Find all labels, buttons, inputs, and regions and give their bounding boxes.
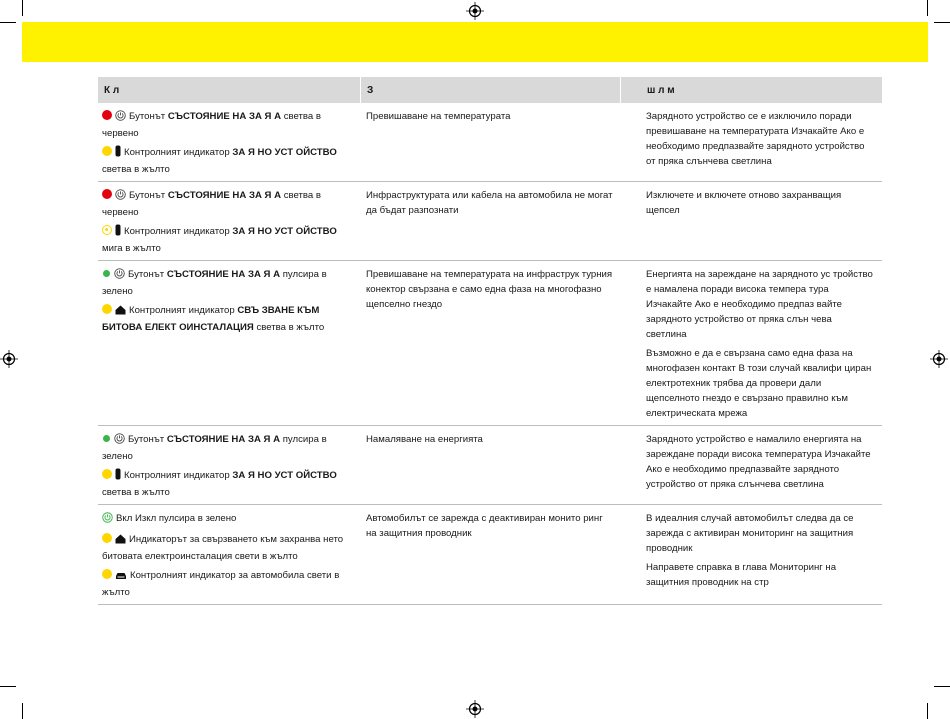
remedy-paragraph: Зарядното устройство се е изключило поради превишаване на температурата Изчакайте Ако е необходимо предпазвайте зарядното устройство от пряка слънчева светлина [646, 111, 865, 167]
indicator-label: СЪСТОЯНИЕ НА ЗА Я А [167, 111, 282, 122]
column-header-remedy: ш л м [620, 77, 882, 103]
crop-mark [934, 686, 950, 687]
remedy-cell [620, 505, 882, 604]
status-light-green [103, 435, 110, 442]
indicator-text: Контролният индикатор за автомобила свети в жълто [102, 570, 340, 598]
indicator-line [102, 568, 354, 600]
indicator-label: СЪСТОЯНИЕ НА ЗА Я А [167, 190, 282, 201]
crop-mark [927, 703, 928, 719]
remedy-paragraph: В идеалния случай автомобилът следва да се зарежда с активиран мониторинг на защитния проводник [646, 513, 854, 554]
remedy-paragraph: Зарядното устройство е намалило енергията на зареждане поради висока температура Изчакайте Ако е необходимо предпазвайте зарядното устройство от пряка слънчева светлина [646, 434, 871, 490]
table-row [98, 261, 882, 426]
indicator-label: ЗА Я НО УСТ ОЙСТВО [232, 147, 337, 158]
indicator-line [102, 188, 354, 220]
indicator-text: Контролният индикатор [124, 226, 233, 237]
indicator-label: ЗА Я НО УСТ ОЙСТВО [232, 470, 337, 481]
table-row [98, 182, 882, 261]
indicator-line [102, 145, 354, 177]
indicator-cell [98, 182, 360, 260]
indicator-line [102, 109, 354, 141]
cause-cell: Превишаване на температурата на инфраструк турния конектор свързана е само една фаза на многофазно щепселно гнездо [366, 269, 613, 310]
remedy-paragraph: Направете справка в глава Мониторинг на защитния проводник на стр [646, 562, 837, 588]
indicator-text: Вкл Изкл пулсира в зелено [116, 513, 237, 524]
power-icon [114, 268, 125, 284]
table-row [98, 426, 882, 505]
crop-mark [22, 703, 23, 719]
remedy-cell [620, 261, 882, 425]
cause-cell: Превишаване на температурата [366, 111, 511, 122]
indicator-state: светва в жълто [253, 322, 325, 333]
indicator-text: Индикаторът за свързването към захранва нето битовата електроинсталация свети в жълто [102, 534, 344, 562]
status-light-yellow [102, 146, 112, 156]
crop-mark [0, 686, 16, 687]
indicator-label: СЪСТОЯНИЕ НА ЗА Я А [166, 434, 281, 445]
table-body [98, 103, 882, 605]
table-row [98, 505, 882, 605]
indicator-state: мига в жълто [102, 243, 161, 254]
remedy-paragraph: Възможно е да е свързана само една фаза на многофазен контакт В този случай квалифи циран електротехник трябва да провери дали щепселното гнездо е свързано правилно към електрическата мрежа [646, 348, 872, 419]
indicator-label: СЪСТОЯНИЕ НА ЗА Я А [166, 269, 281, 280]
indicator-text: Контролният индикатор [124, 147, 233, 158]
indicator-text: Бутонът [129, 111, 168, 122]
indicator-state: светва в червено [102, 190, 322, 218]
house-icon [115, 534, 126, 549]
table-header [98, 77, 882, 103]
indicator-cell [98, 103, 360, 181]
status-light-yellow-ring [102, 225, 112, 235]
indicator-state: пулсира в зелено [102, 434, 327, 462]
indicator-text: Бутонът [129, 190, 168, 201]
status-light-yellow [102, 569, 112, 579]
power-icon [115, 189, 126, 205]
car-icon [115, 570, 127, 585]
remedy-paragraph: Изключете и включете отново захранващия щепсел [646, 190, 842, 216]
plug-icon [115, 145, 121, 162]
indicator-line [102, 303, 354, 335]
registration-mark-icon [466, 700, 484, 718]
indicator-line [102, 468, 354, 500]
crop-mark [927, 0, 928, 16]
status-light-green [103, 270, 110, 277]
indicator-state: светва в жълто [102, 164, 170, 175]
indicator-state: пулсира в зелено [102, 269, 327, 297]
indicator-state: светва в червено [102, 111, 322, 139]
indicator-label: СВЪ ЗВАНЕ КЪМ БИТОВА ЕЛЕКТ ОИНСТАЛАЦИЯ [102, 305, 320, 333]
crop-mark [22, 0, 23, 16]
registration-mark-icon [930, 350, 948, 368]
cause-cell: Намаляване на енергията [366, 434, 483, 445]
registration-mark-icon [0, 350, 18, 368]
indicator-line [102, 224, 354, 256]
indicator-cell [98, 426, 360, 504]
indicator-line [102, 432, 354, 464]
power-icon [114, 433, 125, 449]
status-light-red [102, 110, 112, 120]
indicator-text: Контролният индикатор [124, 470, 233, 481]
indicator-text: Бутонът [128, 434, 167, 445]
status-light-yellow [102, 304, 112, 314]
registration-mark-icon [466, 2, 484, 20]
indicator-state: светва в жълто [102, 487, 170, 498]
header-band [22, 22, 928, 62]
house-icon [115, 305, 126, 320]
plug-icon [115, 468, 121, 485]
power-green-icon [102, 512, 113, 528]
plug-icon [115, 224, 121, 241]
indicator-line [102, 511, 354, 528]
indicator-label: ЗА Я НО УСТ ОЙСТВО [232, 226, 337, 237]
cause-cell: Инфраструктурата или кабела на автомобила не могат да бъдат разпознати [366, 190, 613, 216]
crop-mark [934, 22, 950, 23]
status-light-yellow [102, 533, 112, 543]
remedy-cell [620, 182, 882, 260]
cause-cell: Автомобилът се зарежда с деактивиран монито ринг на защитния проводник [366, 513, 603, 539]
status-light-red [102, 189, 112, 199]
column-header-indicator: К л [104, 84, 120, 96]
table-row [98, 103, 882, 182]
indicator-line [102, 532, 354, 564]
status-light-yellow [102, 469, 112, 479]
indicator-line [102, 267, 354, 299]
power-icon [115, 110, 126, 126]
troubleshooting-table [98, 77, 882, 605]
column-header-cause: З [360, 77, 620, 103]
crop-mark [0, 22, 16, 23]
indicator-text: Контролният индикатор [129, 305, 238, 316]
indicator-text: Бутонът [128, 269, 167, 280]
remedy-cell [620, 426, 882, 504]
indicator-cell [98, 261, 360, 425]
indicator-cell [98, 505, 360, 604]
remedy-cell [620, 103, 882, 181]
remedy-paragraph: Енергията на зареждане на зарядното ус тройство е намалена поради висока темпера тура Изчакайте Ако е необходимо предпаз вайте зарядното устройство от пряка слън чева светлина [646, 269, 873, 340]
